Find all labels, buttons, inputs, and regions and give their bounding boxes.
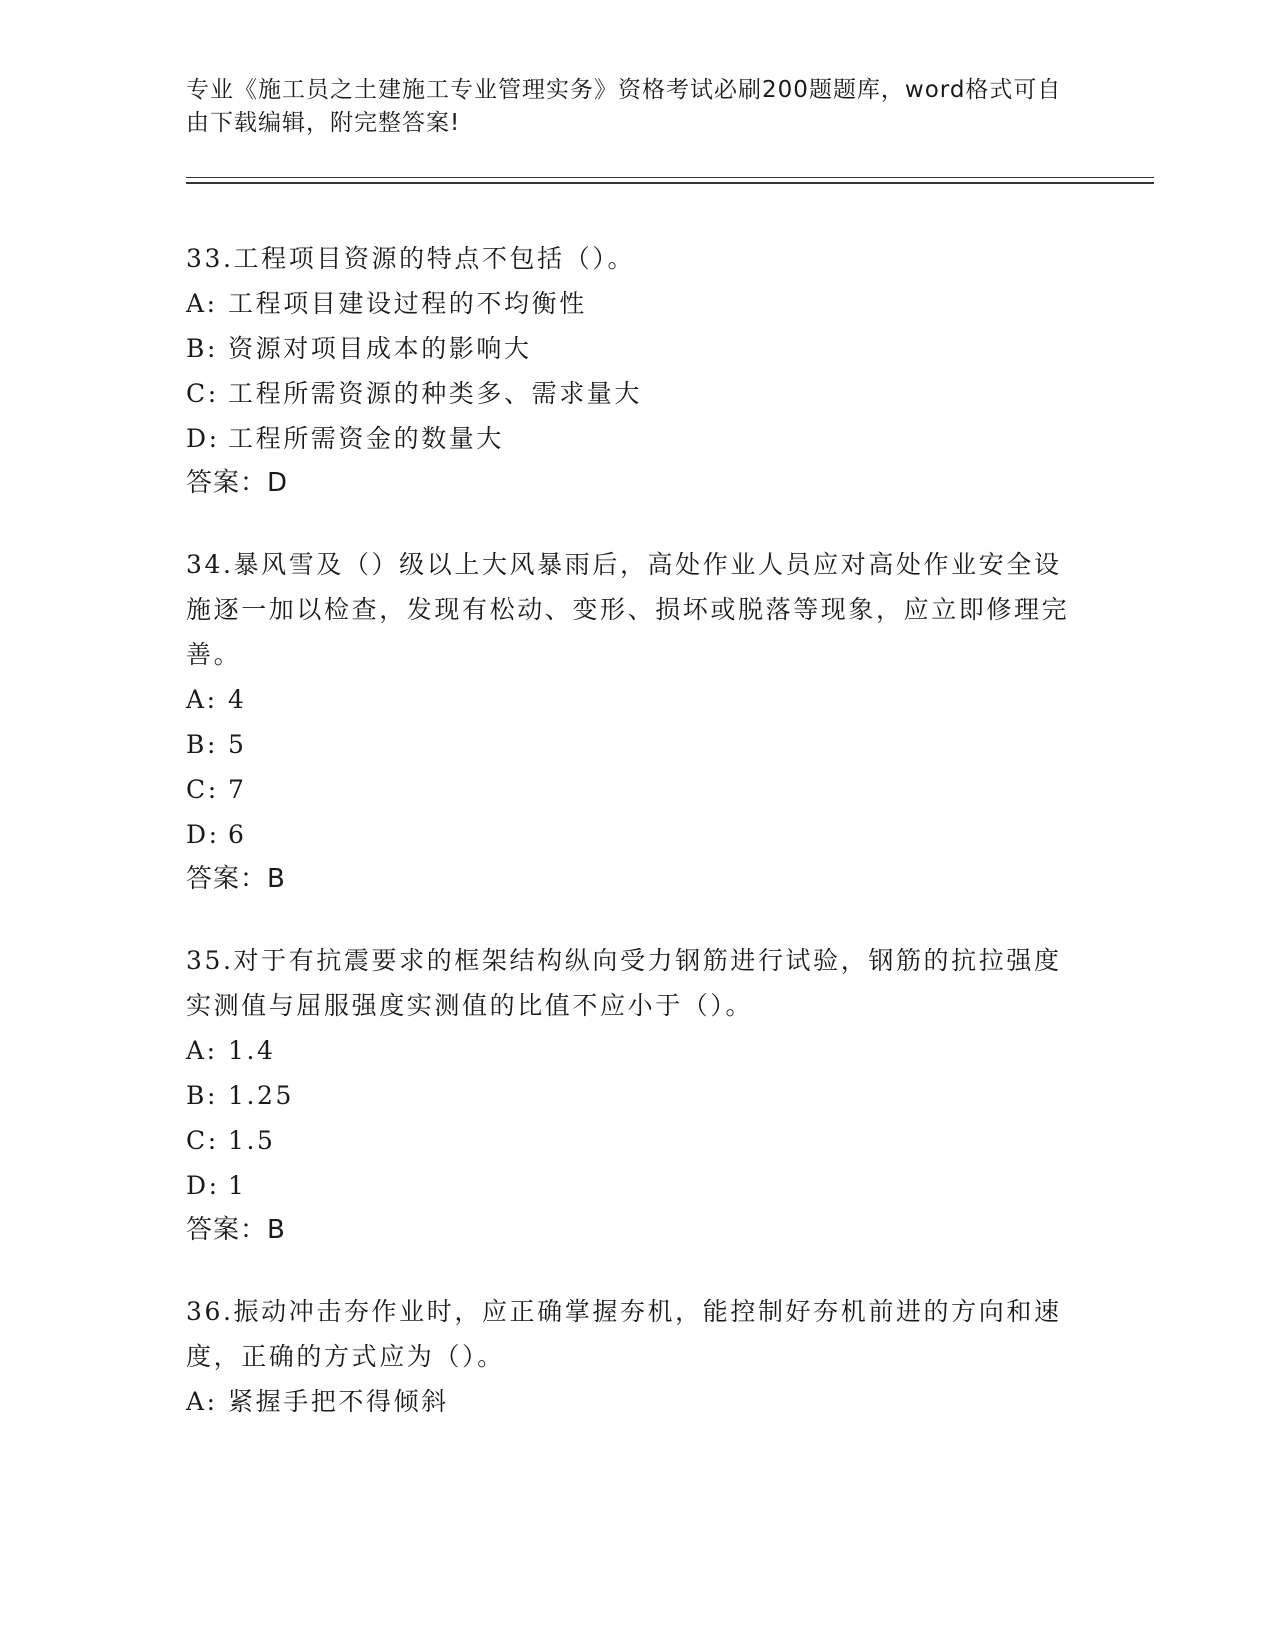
option-b — [186, 722, 1086, 767]
option-a — [186, 677, 1086, 722]
option-key: C: — [186, 775, 219, 804]
option-key: B: — [186, 1081, 218, 1110]
option-d — [186, 812, 1086, 857]
option-d — [186, 416, 1086, 461]
option-key: A: — [186, 685, 218, 714]
question-stem: 33.工程项目资源的特点不包括（）。 — [186, 244, 636, 273]
header-rule-thick — [186, 182, 1154, 184]
answer-line: 答案：B — [186, 864, 286, 894]
option-a — [186, 1379, 1086, 1424]
option-c — [186, 371, 1086, 416]
option-key: C: — [186, 1126, 219, 1155]
option-c — [186, 1118, 1086, 1163]
option-text: 资源对项目成本的影响大 — [228, 334, 532, 363]
question-34 — [186, 542, 1086, 902]
option-key: A: — [186, 289, 218, 318]
question-stem: 34.暴风雪及（）级以上大风暴雨后，高处作业人员应对高处作业安全设施逐一加以检查，发现有松动、变形、损坏或脱落等现象，应立即修理完善。 — [186, 550, 1070, 669]
option-text: 4 — [228, 685, 247, 714]
option-text: 5 — [228, 730, 247, 759]
option-b — [186, 1073, 1086, 1118]
document-header: 专业《施工员之土建施工专业管理实务》资格考试必刷200题题库，word格式可自由下载编辑，附完整答案! — [186, 77, 1062, 136]
option-text: 1.25 — [228, 1081, 295, 1110]
answer-line: 答案：D — [186, 468, 289, 498]
question-list — [186, 236, 1086, 1460]
option-key: D: — [186, 424, 220, 453]
option-key: B: — [186, 730, 218, 759]
question-35 — [186, 938, 1086, 1253]
option-key: D: — [186, 1171, 220, 1200]
option-key: D: — [186, 820, 220, 849]
question-33 — [186, 236, 1086, 506]
option-b — [186, 326, 1086, 371]
option-text: 工程所需资源的种类多、需求量大 — [228, 379, 643, 408]
option-key: C: — [186, 379, 219, 408]
header-rule-thin — [186, 177, 1154, 178]
option-key: A: — [186, 1387, 218, 1416]
question-36 — [186, 1289, 1086, 1424]
option-text: 工程所需资金的数量大 — [228, 424, 505, 453]
option-text: 1 — [228, 1171, 247, 1200]
option-c — [186, 767, 1086, 812]
option-d — [186, 1163, 1086, 1208]
option-text: 1.4 — [228, 1036, 276, 1065]
question-stem: 36.振动冲击夯作业时，应正确掌握夯机，能控制好夯机前进的方向和速度，正确的方式应为（）。 — [186, 1297, 1062, 1371]
option-a — [186, 281, 1086, 326]
option-text: 7 — [228, 775, 247, 804]
option-a — [186, 1028, 1086, 1073]
option-text: 6 — [228, 820, 247, 849]
option-key: B: — [186, 334, 218, 363]
question-stem: 35.对于有抗震要求的框架结构纵向受力钢筋进行试验，钢筋的抗拉强度实测值与屈服强度实测值的比值不应小于（）。 — [186, 946, 1062, 1020]
option-key: A: — [186, 1036, 218, 1065]
option-text: 工程项目建设过程的不均衡性 — [228, 289, 587, 318]
option-text: 1.5 — [228, 1126, 276, 1155]
option-text: 紧握手把不得倾斜 — [228, 1387, 449, 1416]
answer-line: 答案：B — [186, 1215, 286, 1245]
